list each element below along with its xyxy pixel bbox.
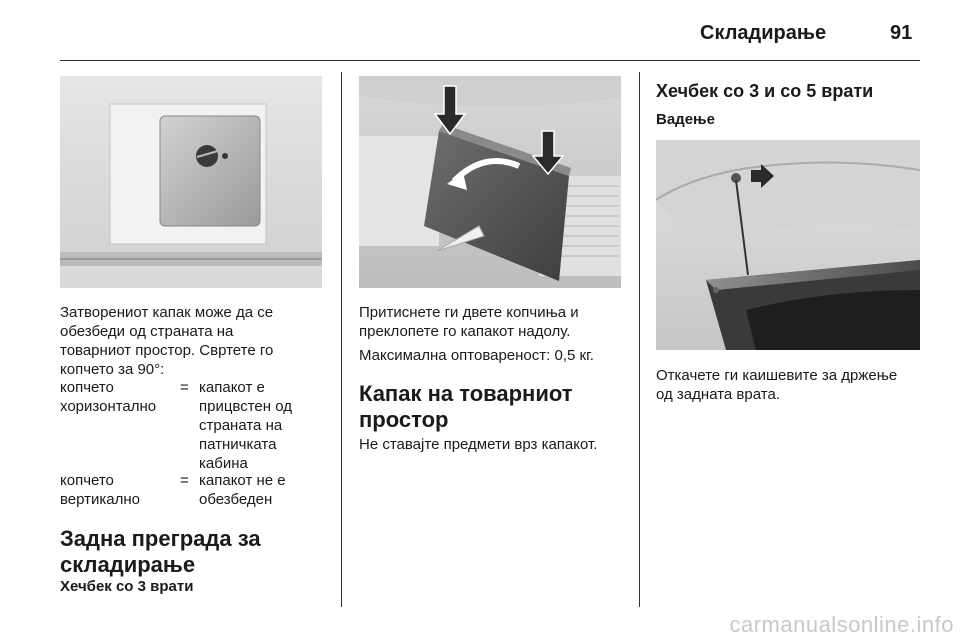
text-line: Задна преграда за xyxy=(60,526,261,551)
text-line: вертикално xyxy=(60,491,141,508)
text-line: копчето за 90°: xyxy=(60,361,165,378)
definition-equals: = xyxy=(180,472,189,489)
max-load-text: Максимална оптовареност: 0,5 кг. xyxy=(359,347,594,364)
header-rule xyxy=(60,60,920,61)
definition-desc-horizontal xyxy=(199,378,319,473)
section-heading-cargo-cover xyxy=(359,381,573,433)
figure-tailgate-straps xyxy=(656,140,920,350)
text-line: патничката xyxy=(199,436,277,453)
text-line: копчето xyxy=(60,472,114,489)
figure-lock-panel xyxy=(60,76,322,288)
text-line: страната на xyxy=(199,417,283,434)
text-line: прицвстен од xyxy=(199,398,292,415)
definition-equals: = xyxy=(180,379,189,396)
text-line: Капак на товарниот xyxy=(359,381,573,406)
text-line: простор xyxy=(359,407,449,432)
figure-cargo-cover xyxy=(359,76,621,288)
definition-desc-vertical xyxy=(199,471,319,509)
column-divider-1 xyxy=(341,72,342,607)
text-line: Притиснете ги двете копчиња и xyxy=(359,304,579,321)
page-number: 91 xyxy=(890,22,913,44)
text-line: кабина xyxy=(199,455,248,472)
definition-term-horizontal xyxy=(60,378,175,416)
text-line: Затворениот капак може да се xyxy=(60,304,274,321)
column-divider-2 xyxy=(639,72,640,607)
definition-term-vertical xyxy=(60,471,175,509)
text-line: Откачете ги каишевите за држење xyxy=(656,367,898,384)
text-line: хоризонтално xyxy=(60,398,157,415)
cargo-cover-instructions xyxy=(359,303,629,341)
text-line: од задната врата. xyxy=(656,386,780,403)
cargo-cover-note: Не ставајте предмети врз капакот. xyxy=(359,436,598,453)
text-line: складирање xyxy=(60,552,196,577)
text-line: обезбеден xyxy=(199,491,273,508)
page-header-title: Складирање xyxy=(700,22,827,44)
subheading-3-door: Хечбек со 3 врати xyxy=(60,578,194,595)
watermark: carmanualsonline.info xyxy=(729,612,954,637)
section-heading-hatchback: Хечбек со 3 и со 5 врати xyxy=(656,81,874,101)
text-line: копчето xyxy=(60,379,114,396)
section-heading-rear-storage xyxy=(60,526,261,578)
lock-intro-text xyxy=(60,303,330,379)
text-line: товарниот простор. Свртете го xyxy=(60,342,274,359)
strap-instructions xyxy=(656,366,926,404)
text-line: преклопете го капакот надолу. xyxy=(359,323,571,340)
text-line: обезбеди од страната на xyxy=(60,323,234,340)
subheading-removal: Вадење xyxy=(656,111,715,128)
text-line: капакот е xyxy=(199,379,265,396)
text-line: капакот не е xyxy=(199,472,286,489)
